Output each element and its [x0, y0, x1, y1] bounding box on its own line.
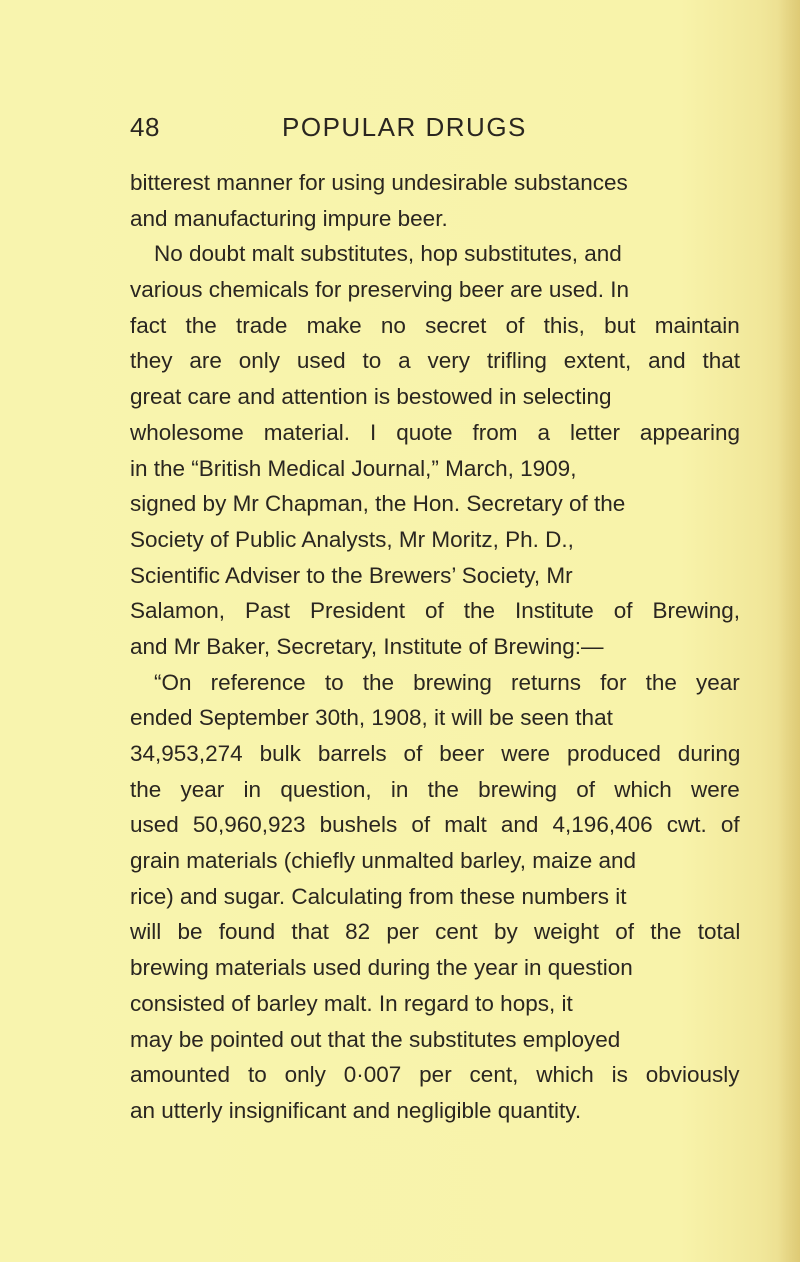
text-line: will be found that 82 per cent by weight of the total	[130, 919, 741, 945]
text-line: and Mr Baker, Secretary, Institute of Brewing:—	[130, 633, 604, 659]
text-line: ended September 30th, 1908, it will be seen that	[130, 705, 613, 731]
text-line: “On reference to the brewing returns for the year	[154, 669, 740, 695]
text-line: amounted to only 0·007 per cent, which is obviously	[130, 1062, 740, 1088]
text-line: great care and attention is bestowed in selecting	[130, 384, 612, 410]
running-title: POPULAR DRUGS	[282, 112, 527, 142]
text-line: grain materials (chiefly unmalted barley, maize and	[130, 848, 637, 874]
text-line: consisted of barley malt. In regard to hops, it	[130, 990, 573, 1016]
text-line: used 50,960,923 bushels of malt and 4,196,406 cwt. of	[130, 812, 740, 838]
text-line: the year in question, in the brewing of which were	[130, 776, 740, 802]
text-line: bitterest manner for using undesirable substances	[130, 170, 628, 195]
text-line: rice) and sugar. Calculating from these numbers it	[130, 883, 627, 909]
text-line: wholesome material. I quote from a letter appearing	[130, 419, 741, 445]
text-line: may be pointed out that the substitutes employed	[130, 1026, 621, 1052]
page-header	[130, 112, 730, 152]
text-line: 34,953,274 bulk barrels of beer were produced during	[130, 741, 741, 766]
body-text	[130, 165, 740, 1129]
text-line: brewing materials used during the year in question	[130, 955, 633, 981]
text-line: fact the trade make no secret of this, but maintain	[130, 312, 740, 338]
text-line: signed by Mr Chapman, the Hon. Secretary of the	[130, 491, 626, 517]
text-line: Society of Public Analysts, Mr Moritz, Ph. D.,	[130, 526, 574, 552]
text-line: and manufacturing impure beer.	[130, 205, 448, 231]
text-line: Scientific Adviser to the Brewers’ Society, Mr	[130, 562, 573, 588]
text-line: in the “British Medical Journal,” March, 1909,	[130, 455, 577, 481]
text-line: they are only used to a very trifling extent, and that	[130, 348, 741, 374]
text-line: No doubt malt substitutes, hop substitutes, and	[154, 241, 622, 267]
text-line: an utterly insignificant and negligible quantity.	[130, 1097, 582, 1123]
page-number: 48	[130, 112, 160, 142]
text-line: various chemicals for preserving beer are used. In	[130, 277, 629, 303]
page-edge-shadow	[778, 0, 800, 1262]
text-line: Salamon, Past President of the Institute of Brewing,	[130, 598, 741, 624]
